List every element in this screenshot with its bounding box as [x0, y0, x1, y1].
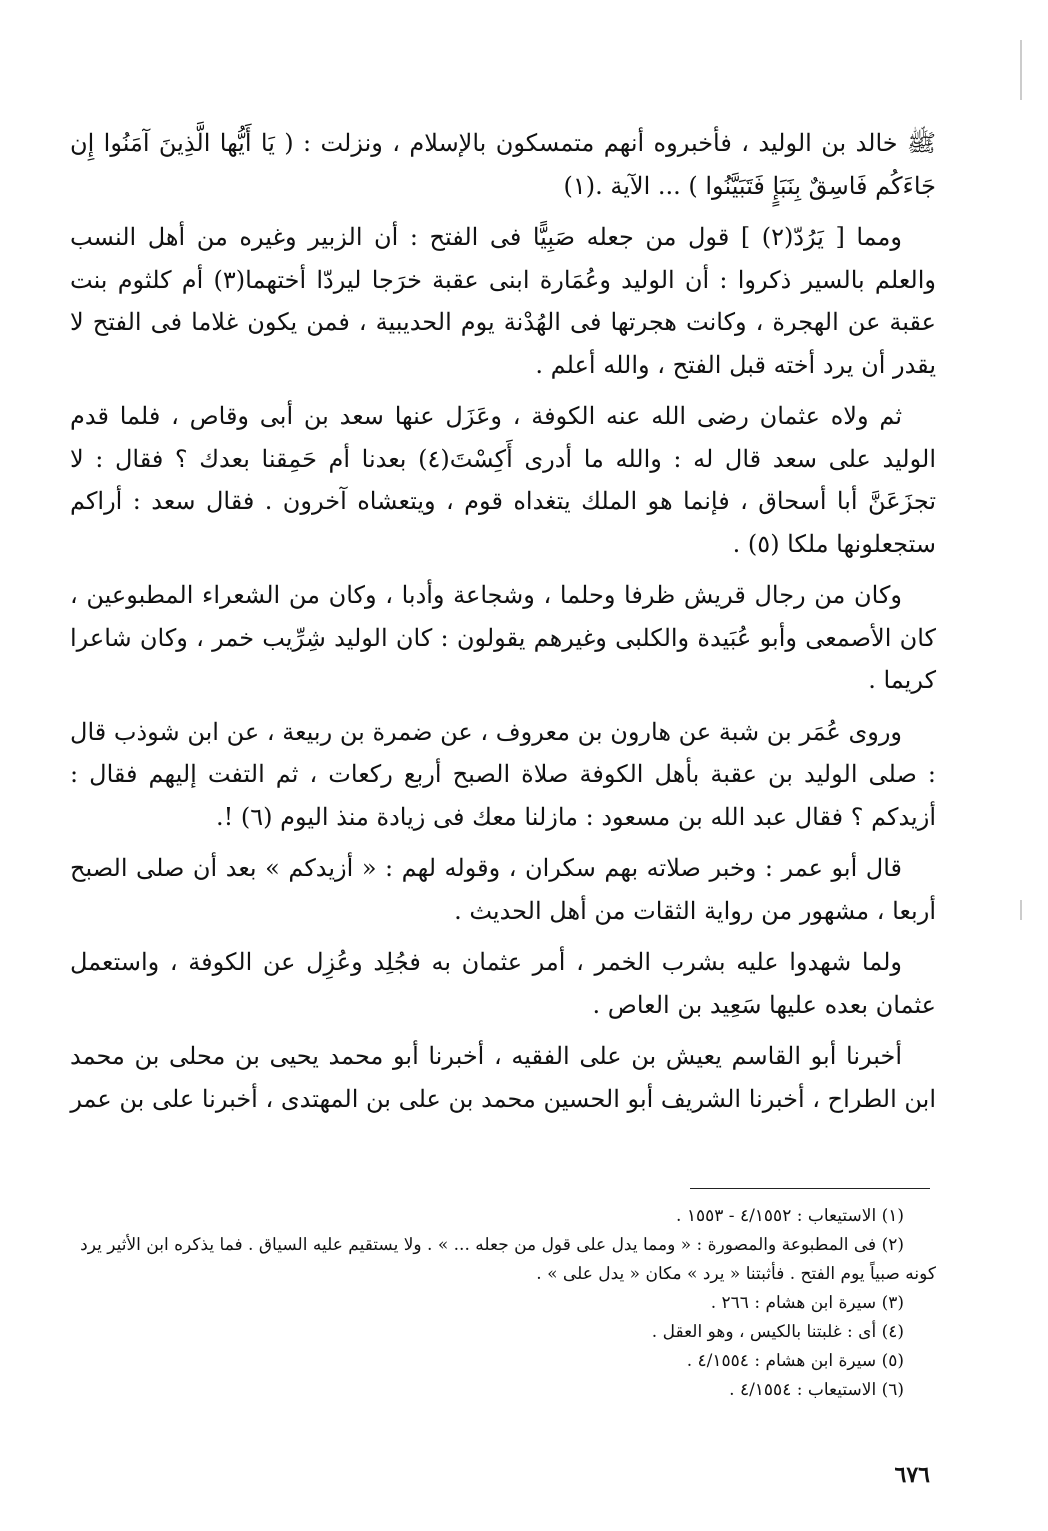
footnote-continuation: كونه صبياً يوم الفتح . فأثبتنا « يرد » مكان « يدل على » .: [536, 1264, 936, 1284]
page-number: ٦٧٦: [894, 1462, 930, 1488]
paragraph: أخبرنا أبو القاسم يعيش بن على الفقيه ، أخبرنا أبو محمد يحيى بن محلى بن محمد ابن الطراح ، أخبرنا الشريف أبو الحسين محمد بن على بن المهتدى ، أخبرنا على بن عمر: [70, 1042, 936, 1113]
footnote: (٤) أى : غلبتنا بالكيس ، وهو العقل .: [651, 1322, 904, 1342]
footnote: (١) الاستيعاب : ٤/١٥٥٢ - ١٥٥٣ .: [676, 1206, 904, 1226]
scan-artifact-line: [1020, 40, 1022, 100]
paragraph: ولما شهدوا عليه بشرب الخمر ، أمر عثمان به فجُلِد وعُزِل عن الكوفة ، واستعمل عثمان بعده عليها سَعِيد بن العاص .: [70, 948, 936, 1019]
paragraph: وروى عُمَر بن شبة عن هارون بن معروف ، عن ضمرة بن ربيعة ، عن ابن شوذب قال : صلى الوليد بن عقبة بأهل الكوفة صلاة الصبح أربع ركعات ، ثم التفت إليهم فقال : أزيدكم ؟ فقال عبد الله بن مسعود : مازلنا معك فى زيادة منذ اليوم (٦) !.: [70, 717, 936, 831]
footnote: (٢) فى المطبوعة والمصورة : « ومما يدل على قول من جعله ... » . ولا يستقيم عليه السياق . فما يذكره ابن الأثير يرد: [80, 1235, 904, 1255]
scan-artifact-line: [1020, 900, 1022, 920]
main-text: [70, 122, 936, 1129]
footnote: (٣) سيرة ابن هشام : ٢٦٦ .: [710, 1293, 904, 1313]
footnote: (٥) سيرة ابن هشام : ٤/١٥٥٤ .: [686, 1351, 904, 1371]
footnote: (٦) الاستيعاب : ٤/١٥٥٤ .: [729, 1380, 904, 1400]
paragraph: ومما [ يَرُدّ(٢) ] قول من جعله صَبِيًّا فى الفتح : أن الزبير وغيره من أهل النسب والعلم بالسير ذكروا : أن الوليد وعُمَارة ابنى عقبة خرَجا ليردّا أختهما(٣) أم كلثوم بنت عقبة عن الهجرة ، وكانت هجرتها فى الهُدْنة يوم الحديبية ، فمن يكون غلاما فى الفتح لا يقدر أن يرد أخته قبل الفتح ، والله أعلم .: [70, 223, 936, 379]
paragraph: قال أبو عمر : وخبر صلاته بهم سكران ، وقوله لهم : « أزيدكم » بعد أن صلى الصبح أربعا ، مشهور من رواية الثقات من أهل الحديث .: [70, 854, 936, 925]
footnotes: [70, 1202, 936, 1405]
paragraph: ﷺ خالد بن الوليد ، فأخبروه أنهم متمسكون بالإسلام ، ونزلت : ( يَا أَيُّها الَّذِينَ آمَنُوا إِن جَاءَكُم فَاسِقٌ بِنَبَإٍ فَتَبَيَّنُوا ) ... الآية .(١): [70, 129, 936, 200]
footnote-divider: [690, 1188, 930, 1189]
paragraph: ثم ولاه عثمان رضى الله عنه الكوفة ، وعَزَل عنها سعد بن أبى وقاص ، فلما قدم الوليد على سعد قال له : والله ما أدرى أَكِسْتَ(٤) بعدنا أم حَمِقنا بعدك ؟ فقال : لا تجزَعَنَّ أبا أسحاق ، فإنما هو الملك يتغداه قوم ، ويتعشاه آخرون . فقال سعد : أراكم ستجعلونها ملكا (٥) .: [70, 402, 936, 558]
paragraph: وكان من رجال قريش ظرفا وحلما ، وشجاعة وأدبا ، وكان من الشعراء المطبوعين ، كان الأصمعى وأبو عُبَيدة والكلبى وغيرهم يقولون : كان الوليد شِرِّيب خمر ، وكان شاعرا كريما .: [70, 581, 936, 694]
